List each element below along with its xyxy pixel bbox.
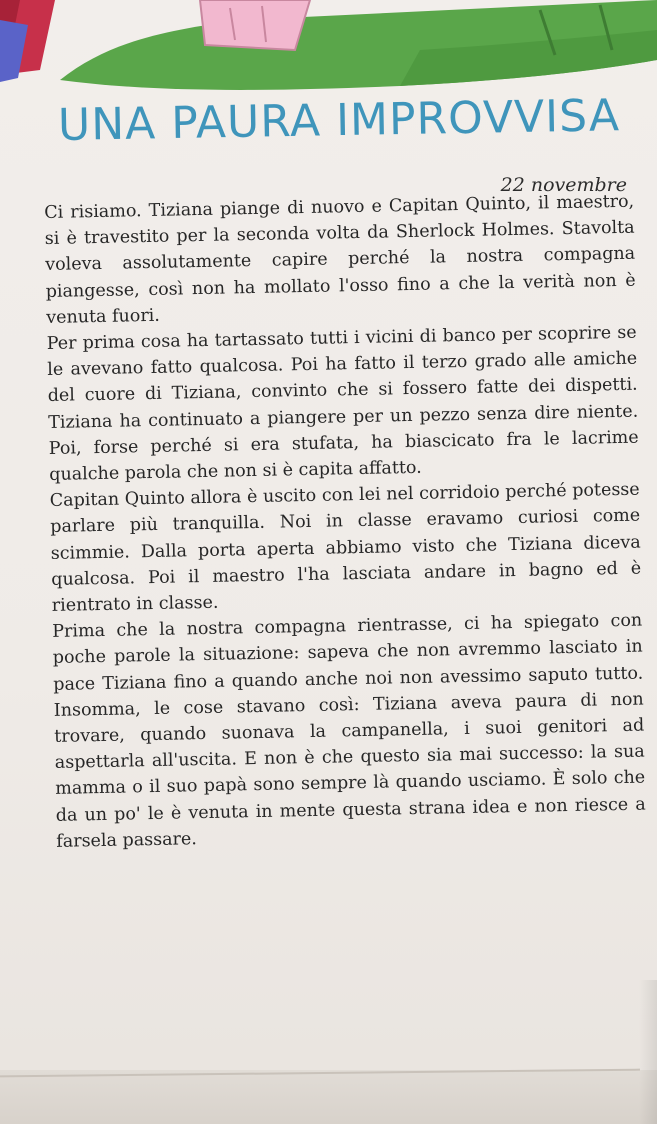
chapter-title: UNA PAURA IMPROVVISA xyxy=(57,90,621,151)
diary-date: 22 novembre xyxy=(500,174,627,196)
story-text xyxy=(44,189,646,855)
paragraph: Capitan Quinto allora è uscito con lei nel corridoio perché potesse parlare più tranquilla. Noi in classe eravamo curiosi come scimmie. Dalla porta aperta abbiamo visto che Tiziana diceva qualcosa. Poi il maestro l'ha lasciata andare in bagno ed è rientrato in classe. xyxy=(49,479,642,616)
page-bottom-fold xyxy=(0,1070,657,1124)
paragraph: Per prima cosa ha tartassato tutti i vicini di banco per scoprire se le avevano fatto qualcosa. Poi ha fatto il terzo grado alle amiche del cuore di Tiziana, convinto che si fossero fatte dei dispetti. Tiziana ha continuato a piangere per un pezzo senza dire niente. Poi, forse perché si era stufata, ha biascicato fra le lacrime qualche parola che non si è capita affatto. xyxy=(46,322,639,485)
paragraph: Ci risiamo. Tiziana piange di nuovo e Capitan Quinto, il maestro, si è travestito per la seconda volta da Sherlock Holmes. Stavolta voleva assolutamente capire perché la nostra compagna piangesse, così non ha mollato l'osso fino a che la verità non è venuta fuori. xyxy=(44,191,636,328)
page-edge-shadow xyxy=(639,980,657,1124)
pink-notebook-illustration xyxy=(200,0,310,50)
paragraph: Prima che la nostra compagna rientrasse, ci ha spiegato con poche parole la situazione: sapeva che non avremmo lasciato in pace Tiziana fino a quando anche noi non avessimo saputo tutto. Insomma, le cose stavano così: Tiziana aveva paura di non trovare, quando suonava la campanella, i suoi genitori ad aspettarla all'uscita. E non è che questo sia mai successo: la sua mamma o il suo papà sono sempre là quando usciamo. È solo che da un po' le è venuta in mente questa strana idea e non riesce a farsela passare. xyxy=(52,610,646,852)
